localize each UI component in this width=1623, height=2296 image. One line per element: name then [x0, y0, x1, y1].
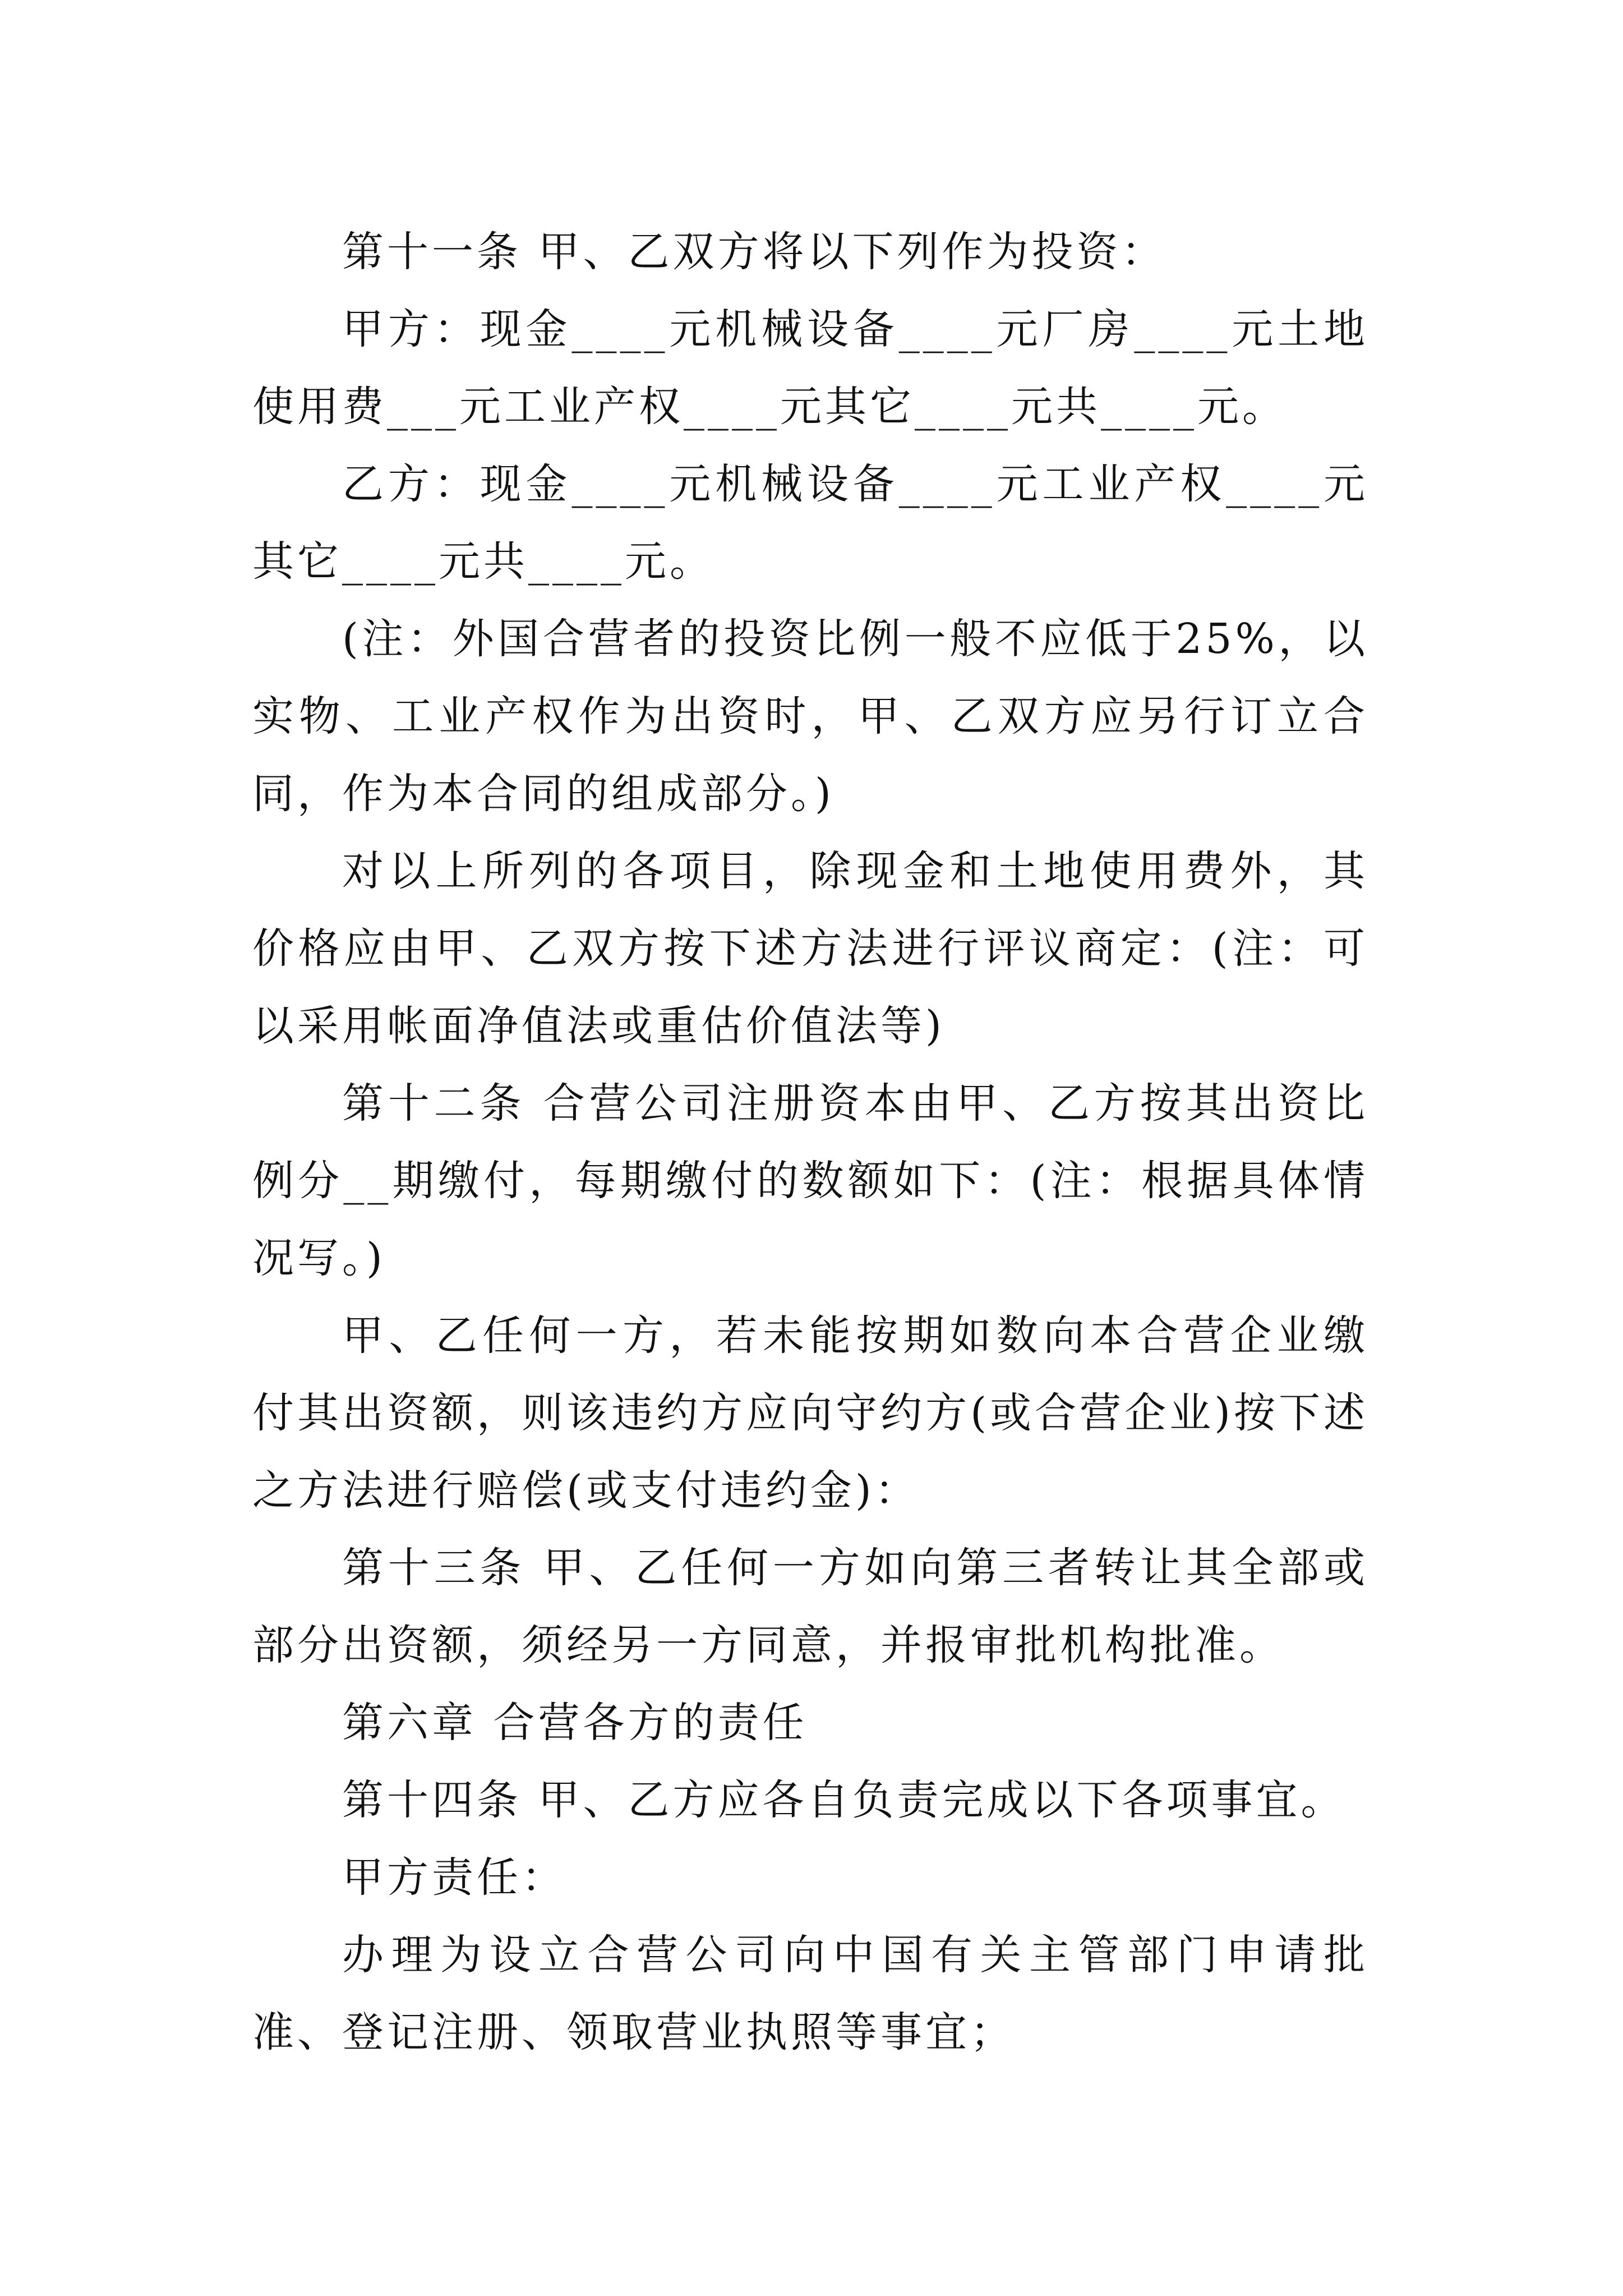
- article-11-heading: 第十一条 甲、乙双方将以下列作为投资：: [342, 228, 1166, 276]
- article-13: 第十三条 甲、乙任何一方如向第三者转让其全部或部分出资额，须经另一方同意，并报审批机构批准。: [252, 1544, 1368, 1669]
- valuation-method: 对以上所列的各项目，除现金和土地使用费外，其价格应由甲、乙双方按下述方法进行评议商定：(注：可以采用帐面净值法或重估价值法等): [252, 847, 1368, 1050]
- article-14: 第十四条 甲、乙方应各自负责完成以下各项事宜。: [342, 1776, 1346, 1824]
- chapter-6-heading: 第六章 合营各方的责任: [342, 1699, 808, 1747]
- article-12: 第十二条 合营公司注册资本由甲、乙方按其出资比例分__期缴付，每期缴付的数额如下：(注：根据具体情况写。): [252, 1079, 1368, 1282]
- party-a-responsibility-item: 办理为设立合营公司向中国有关主管部门申请批准、登记注册、领取营业执照等事宜；: [252, 1931, 1368, 2056]
- party-b-investment: 乙方：现金____元机械设备____元工业产权____元其它____元共____元。: [252, 460, 1368, 586]
- investment-note: (注：外国合营者的投资比例一般不应低于25%，以实物、工业产权作为出资时，甲、乙双方应另行订立合同，作为本合同的组成部分。): [252, 615, 1368, 818]
- default-compensation: 甲、乙任何一方，若未能按期如数向本合营企业缴付其出资额，则该违约方应向守约方(或合营企业)按下述之方法进行赔偿(或支付违约金)：: [252, 1312, 1368, 1515]
- party-a-investment: 甲方：现金____元机械设备____元厂房____元土地使用费___元工业产权____元其它____元共____元。: [252, 305, 1368, 431]
- party-a-responsibilities-heading: 甲方责任：: [342, 1853, 566, 1902]
- document-body: [252, 213, 1368, 2071]
